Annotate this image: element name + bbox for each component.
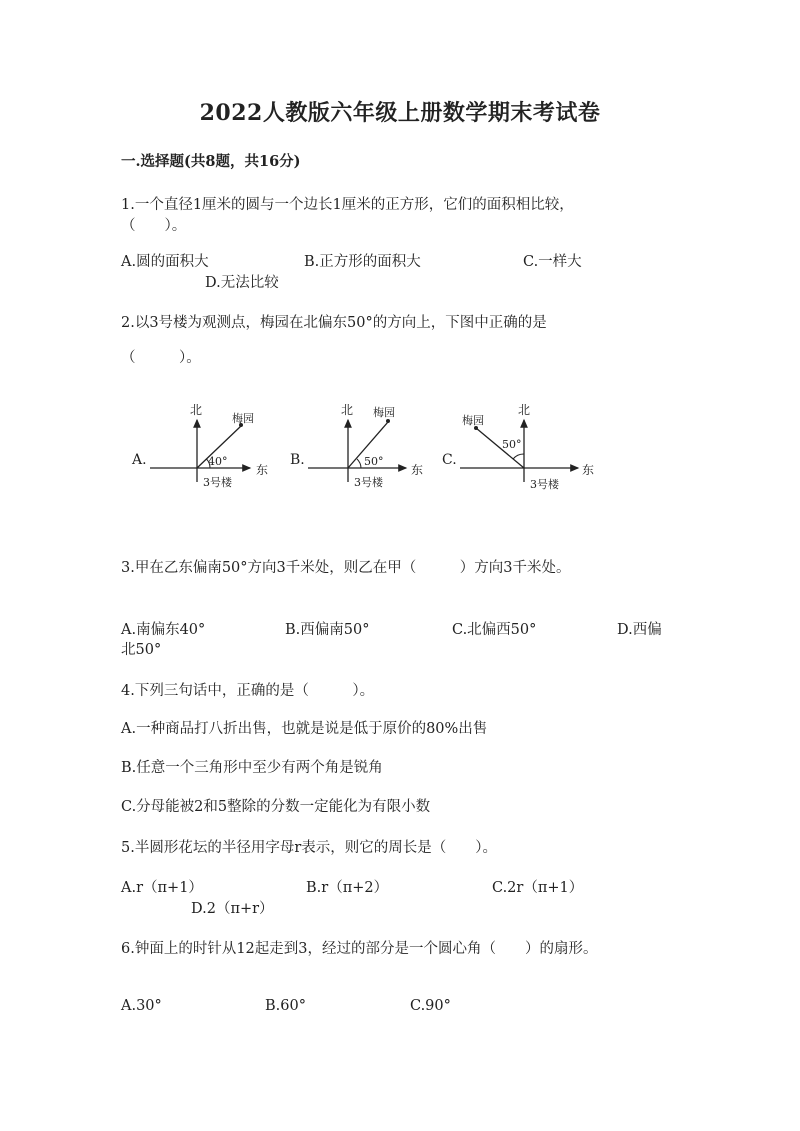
- q4-option-c: C.分母能被2和5整除的分数一定能化为有限小数: [121, 799, 431, 815]
- q5-option-d: D.2（π+r）: [191, 901, 274, 917]
- angle-label: 50°: [364, 455, 384, 468]
- figure-a-label: A.: [132, 452, 147, 468]
- figure-b-label: B.: [290, 452, 305, 468]
- q4-option-a: A.一种商品打八折出售，也就是说是低于原价的80%出售: [121, 721, 488, 737]
- section-heading: 一.选择题(共8题，共16分): [121, 153, 301, 170]
- q1-option-d: D.无法比较: [205, 275, 279, 291]
- q6-option-c: C.90°: [410, 998, 451, 1014]
- north-label: 北: [341, 403, 354, 417]
- q6-option-a: A.30°: [121, 998, 162, 1014]
- garden-point: [386, 419, 390, 423]
- q2-figure-a: [120, 398, 280, 508]
- q1-stem-line1: 1.一个直径1厘米的圆与一个边长1厘米的正方形，它们的面积相比较，: [121, 197, 574, 213]
- q5-option-a: A.r（π+1）: [121, 880, 203, 896]
- q3-option-c: C.北偏西50°: [452, 622, 537, 638]
- building-label: 3号楼: [530, 478, 559, 491]
- q3-option-d-line2: 北50°: [121, 642, 162, 658]
- garden-label: 梅园: [232, 412, 254, 425]
- angle-arc: [513, 454, 524, 459]
- north-label: 北: [518, 403, 531, 417]
- building-label: 3号楼: [354, 476, 383, 489]
- page-title: 2022人教版六年级上册数学期末考试卷: [199, 100, 601, 126]
- q3-stem: 3.甲在乙东偏南50°方向3千米处，则乙在甲（ ）方向3千米处。: [121, 560, 571, 576]
- angle-label: 50°: [502, 438, 522, 451]
- q1-option-a: A.圆的面积大: [121, 254, 209, 270]
- q2-figure-c: [440, 398, 600, 508]
- east-label: 东: [582, 463, 595, 477]
- q1-option-c: C.一样大: [523, 254, 582, 270]
- q1-stem-line2: （ ）。: [121, 218, 187, 234]
- q4-stem: 4.下列三句话中，正确的是（ ）。: [121, 683, 375, 699]
- q2-figure-b: [278, 398, 438, 508]
- garden-label: 梅园: [462, 414, 484, 427]
- angle-label: 40°: [208, 455, 228, 468]
- q5-option-b: B.r（π+2）: [306, 880, 389, 896]
- building-label: 3号楼: [203, 476, 232, 489]
- q2-stem-line2: （ ）。: [121, 350, 201, 366]
- q5-stem: 5.半圆形花坛的半径用字母r表示，则它的周长是（ ）。: [121, 840, 498, 856]
- q3-option-d-line1: D.西偏: [617, 622, 662, 638]
- north-label: 北: [190, 403, 203, 417]
- q5-option-c: C.2r（π+1）: [492, 880, 584, 896]
- q2-stem-line1: 2.以3号楼为观测点，梅园在北偏东50°的方向上，下图中正确的是: [121, 315, 547, 331]
- q1-option-b: B.正方形的面积大: [304, 254, 421, 270]
- angle-arc: [357, 459, 361, 468]
- q4-option-b: B.任意一个三角形中至少有两个角是锐角: [121, 760, 383, 776]
- east-label: 东: [256, 463, 269, 477]
- q3-option-a: A.南偏东40°: [121, 622, 206, 638]
- east-label: 东: [411, 463, 424, 477]
- garden-label: 梅园: [373, 406, 395, 419]
- q6-stem: 6.钟面上的时针从12起走到3，经过的部分是一个圆心角（ ）的扇形。: [121, 941, 598, 957]
- q3-option-b: B.西偏南50°: [285, 622, 370, 638]
- figure-c-label: C.: [442, 452, 457, 468]
- q6-option-b: B.60°: [265, 998, 306, 1014]
